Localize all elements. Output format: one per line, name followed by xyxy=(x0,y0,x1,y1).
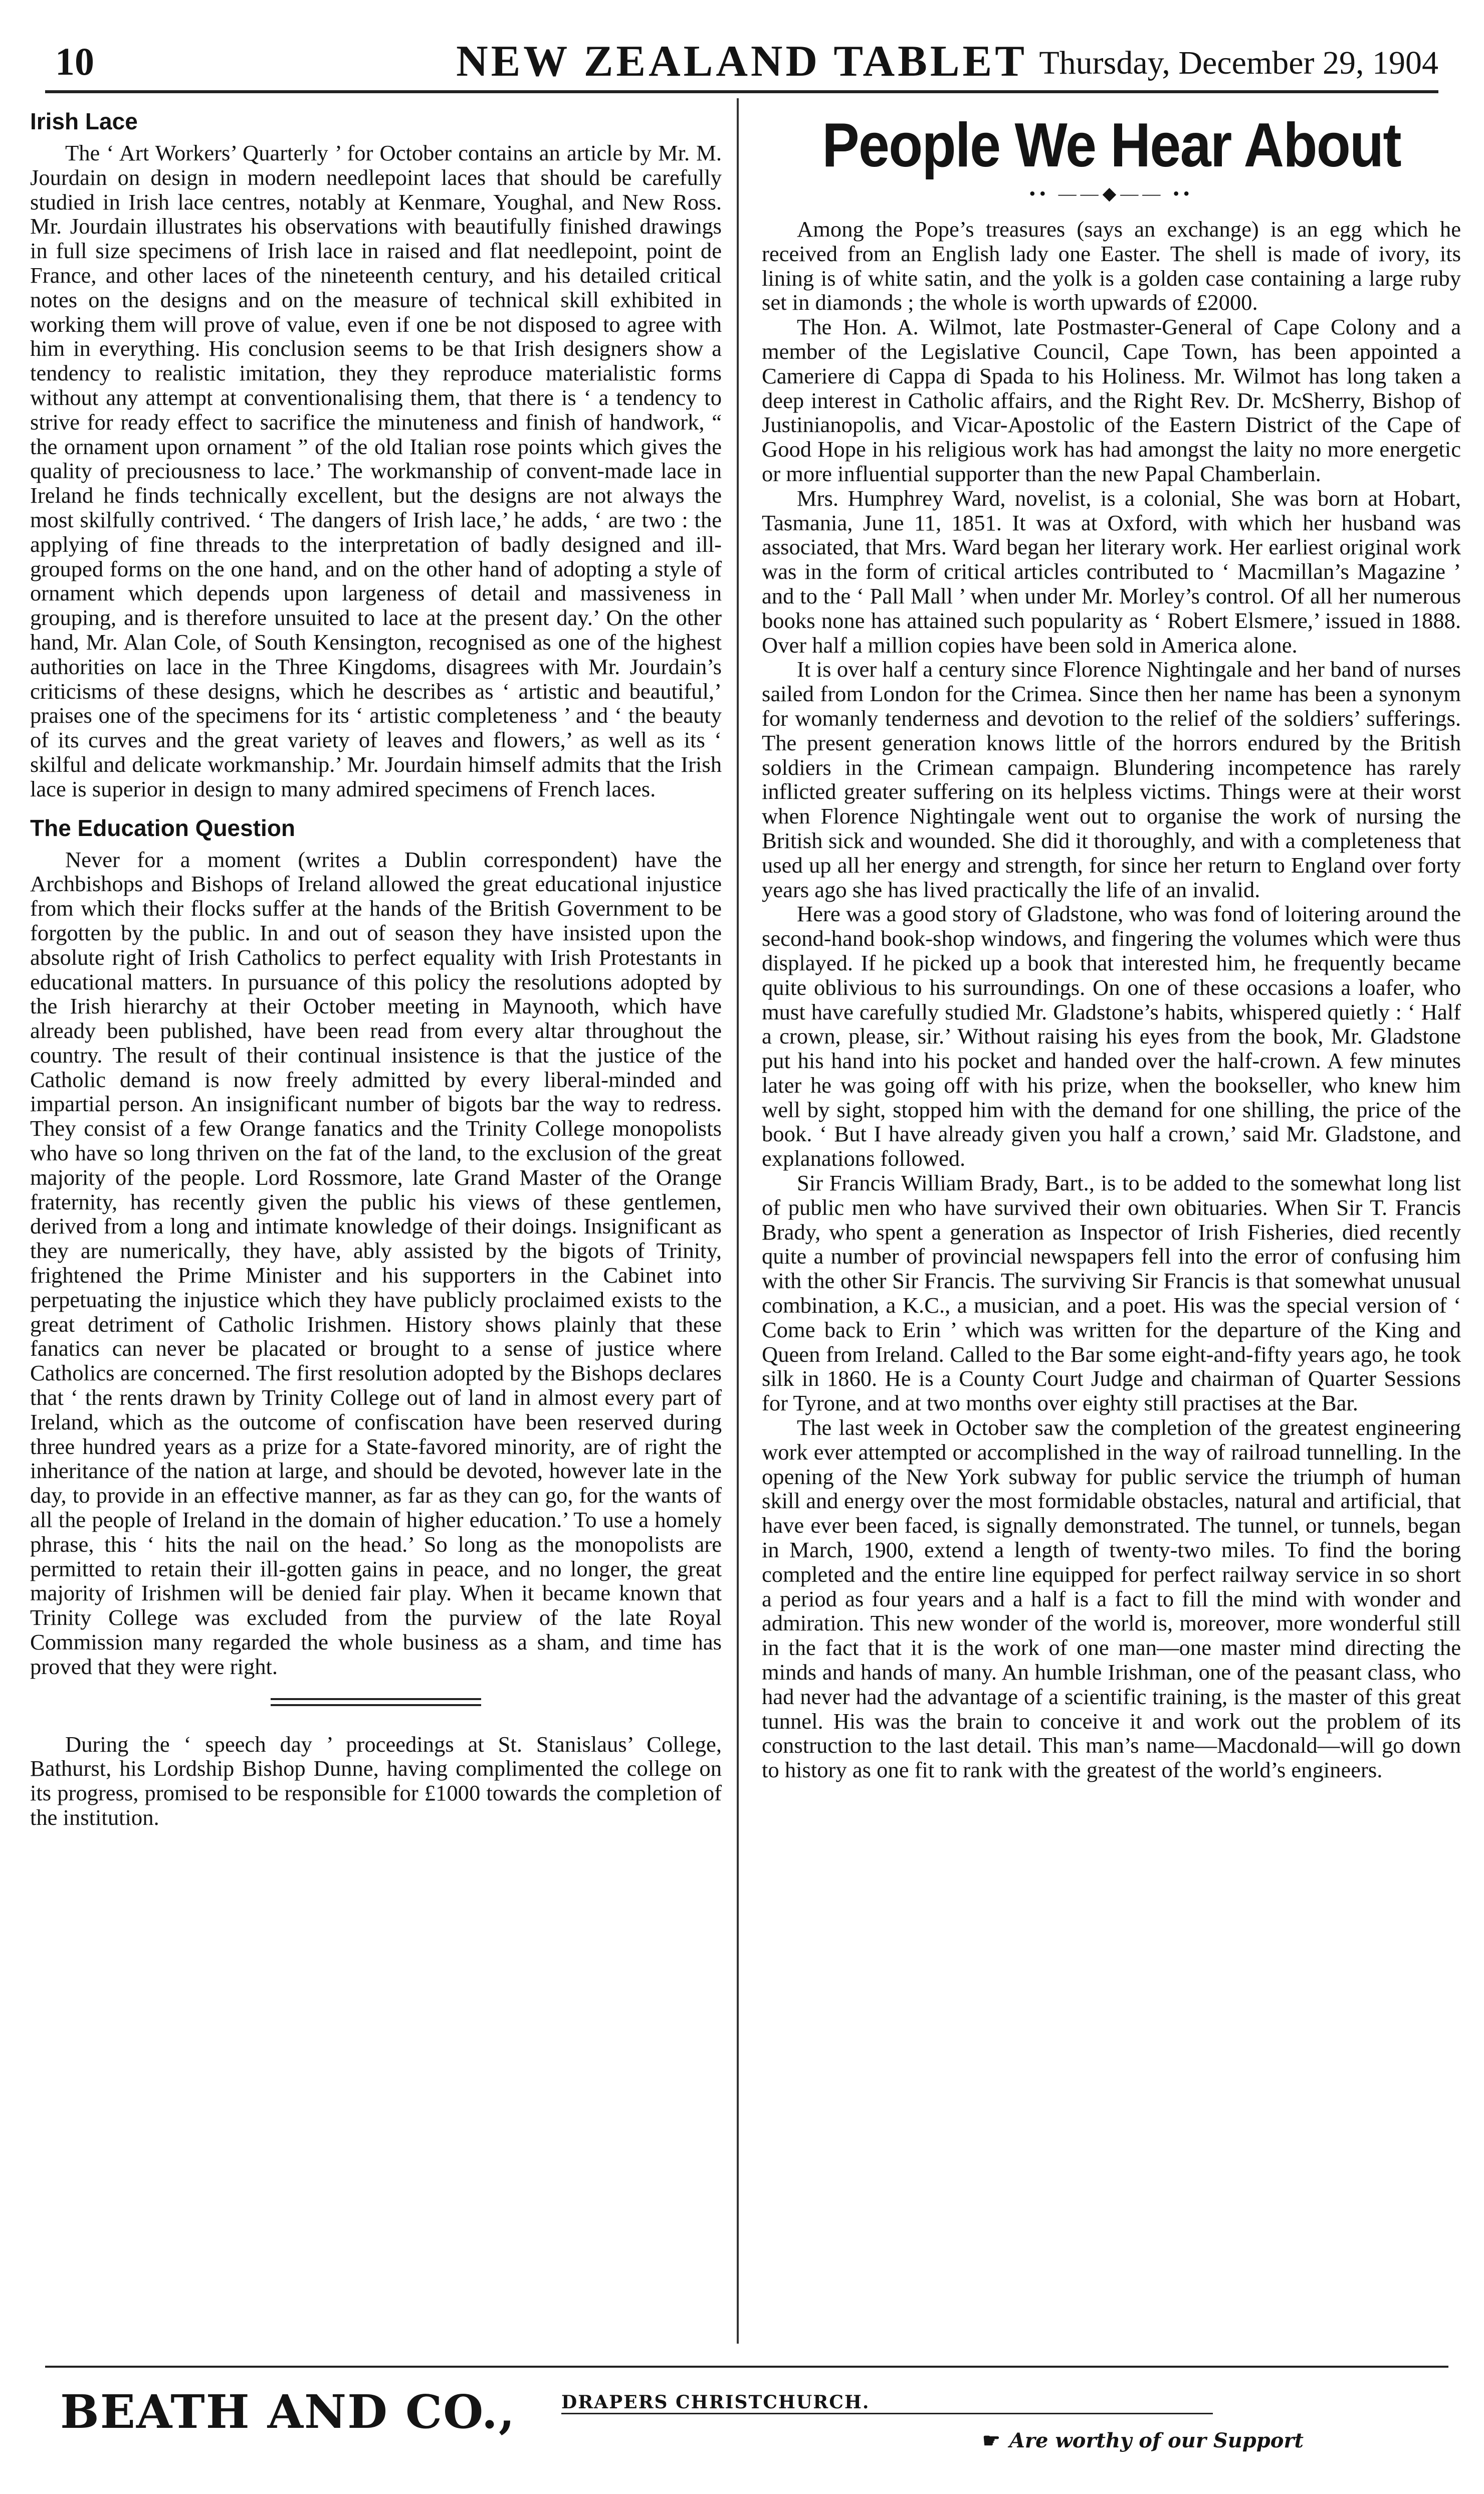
people-paragraph-gladstone: Here was a good story of Gladstone, who was fond of loitering around the second-hand book-shop windows, and fingering the volumes which were thus displayed. If he picked up a book that interested him, he frequently became quite oblivious to his surroundings. On one of these occasions a loafer, who must have carefully studied Mr. Gladstone’s habits, whispered quietly : ‘ Half a crown, please, sir.’ Without raising his eyes from the book, Mr. Gladstone put his hand into his pocket and handed over the half-crown. A few minutes later he was going off with his prize, when the bookseller, who knew him well by sight, stopped him with the demand for one shilling, the price of the book. ‘ But I have already given you half a crown,’ said Mr. Gladstone, and explanations followed. xyxy=(762,901,1461,1171)
irish-lace-heading: Irish Lace xyxy=(30,108,138,134)
advertiser-tagline xyxy=(982,2429,1304,2452)
right-column xyxy=(762,108,1461,1782)
advertiser-trade-line xyxy=(561,2392,1213,2414)
advertiser-name: BEATH AND CO., xyxy=(60,2385,516,2439)
people-paragraph-wilmot: The Hon. A. Wilmot, late Postmaster-General of Cape Colony and a member of the Legislative Council, Cape Town, has been appointed a Cameriere di Cappa di Spada to his Holiness. Mr. Wilmot has long taken a deep interest in Catholic affairs, and the Right Rev. Dr. McSherry, Bishop of Justinianopolis, and Vicar-Apostolic of the Eastern District of the Cape of Good Hope in his religious work has had amongst the laity no more energetic or more influential supporter than the new Papal Chamberlain. xyxy=(762,314,1461,486)
people-paragraph-subway: The last week in October saw the completion of the greatest engineering work ever attempted or accomplished in the way of railroad tunnelling. In the opening of the New York subway for public service the triumph of human skill and energy over the most formidable obstacles, natural and artificial, that have ever been faced, is signally demonstrated. The tunnel, or tunnels, began in March, 1900, extend a length of twenty-two miles. To find the boring completed and the entire line equipped for perfect railway service in so short a period as four years and a half is a fact to fill the mind with wonder and admiration. This new wonder of the world is, moreover, more wonderful still in the fact that it is the work of one man—one master mind directing the minds and hands of many. An humble Irishman, one of the peasant class, who had never had the advantage of a scientific training, is the master of this great tunnel. His was the brain to conceive it and work out the problem of its construction to the last detail. This man’s name—Macdonald—will go down to history as one fit to rank with the greatest of the world’s engineers. xyxy=(762,1415,1461,1783)
advertiser-trade-text: DRAPERS CHRISTCHURCH. xyxy=(561,2392,1213,2414)
people-paragraph-pope-egg: Among the Pope’s treasures (says an exchange) is an egg which he received from an English lady one Easter. The shell is made of ivory, its lining is of white satin, and the yolk is a golden case containing a large ruby set in diamonds ; the whole is worth upwards of £2000. xyxy=(762,217,1461,315)
speech-day-paragraph: During the ‘ speech day ’ proceedings at St. Stanislaus’ College, Bathurst, his Lordship Bishop Dunne, having complimented the college on its progress, promised to be responsible for £1000 towards the completion of the institution. xyxy=(30,1731,722,1830)
column-divider xyxy=(737,98,739,2344)
section-divider xyxy=(271,1698,481,1706)
newspaper-title: NEW ZEALAND TABLET xyxy=(456,37,1027,86)
tagline-text: Are worthy of our Support xyxy=(1009,2429,1304,2452)
masthead xyxy=(45,30,1438,93)
left-column xyxy=(30,108,722,1830)
people-paragraph-nightingale: It is over half a century since Florence Nightingale and her band of nurses sailed from London for the Crimea. Since then her name has been a synonym for womanly tenderness and devotion to the relief of the soldiers’ sufferings. The present generation knows little of the horrors endured by the British soldiers in the Crimean campaign. Blundering incompetence has rarely inflicted greater suffering on its helpless victims. Things were at their worst when Florence Nightingale went out to organise the work of nursing the British sick and wounded. She did it thoroughly, and with a completeness that used up all her energy and strength, for since her return to England over forty years ago she has lived practically the life of an invalid. xyxy=(762,657,1461,902)
issue-date: Thursday, December 29, 1904 xyxy=(1039,45,1438,81)
people-heading: People We Hear About xyxy=(822,111,1401,180)
ornament-divider: •• ——◆—— •• xyxy=(1029,183,1194,203)
people-paragraph-humphrey-ward: Mrs. Humphrey Ward, novelist, is a colonial, She was born at Hobart, Tasmania, June 11, 1851. It was at Oxford, with which her husband was associated, that Mrs. Ward began her literary work. Her earliest original work was in the form of critical articles contributed to ‘ Macmillan’s Magazine ’ and to the ‘ Pall Mall ’ when under Mr. Morley’s control. Of all her numerous books none has attained such popularity as ‘ Robert Elsmere,’ issued in 1888. Over half a million copies have been sold in America alone. xyxy=(762,485,1461,658)
footer-advertisement xyxy=(45,2366,1448,2468)
irish-lace-paragraph: The ‘ Art Workers’ Quarterly ’ for October contains an article by Mr. M. Jourdain on design in modern needlepoint laces that should be carefully studied in Irish lace centres, notably at Kenmare, Youghal, and New Ross. Mr. Jourdain illustrates his observations with beautifully finished drawings in full size specimens of Irish lace in raised and flat needlepoint, point de France, and other laces of the nineteenth century, and his detailed critical notes on the designs and on the measure of technical skill exhibited in working them will prove of value, even if one be not disposed to agree with him in everything. His conclusion seems to be that Irish designers show a tendency to realistic imitation, they they reproduce materialistic forms without any attempt at conventionalising them, that there is ‘ a tendency to strive for ready effect to sacrifice the minuteness and finish of handwork, “ the ornament upon ornament ” of the old Italian rose points which gives the quality of preciousness to lace.’ The workmanship of convent-made lace in Ireland he finds technically excellent, but the designs are not always the most skilfully contrived. ‘ The dangers of Irish lace,’ he adds, ‘ are two : the applying of fine threads to the interpretation of badly designed and ill-grouped forms on the one hand, and on the other hand of adopting a style of ornament which depends upon largeness of detail and massiveness in grouping, and is therefore unsuited to lace at the present day.’ On the other hand, Mr. Alan Cole, of South Kensington, recognised as one of the highest authorities on lace in the Three Kingdoms, disagrees with Mr. Jourdain’s criticisms of these designs, which he describes as ‘ artistic and beautiful,’ praises one of the specimens for its ‘ artistic completeness ’ and ‘ the beauty of its curves and the great variety of leaves and flowers,’ as well as its ‘ skilful and delicate workmanship.’ Mr. Jourdain himself admits that the Irish lace is superior in design to many admired specimens of French laces. xyxy=(30,140,722,801)
page-number: 10 xyxy=(55,40,94,83)
pointing-hand-icon: ☛ xyxy=(982,2429,1000,2452)
education-heading: The Education Question xyxy=(30,814,296,841)
people-paragraph-brady: Sir Francis William Brady, Bart., is to be added to the somewhat long list of public men who have survived their own obituaries. When Sir T. Francis Brady, who spent a generation as Inspector of Irish Fisheries, died recently quite a number of provincial newspapers fell into the error of confusing him with the other Sir Francis. The surviving Sir Francis is that somewhat unusual combination, a K.C., a musician, and a poet. His was the special version of ‘ Come back to Erin ’ which was written for the departure of the King and Queen from Ireland. Called to the Bar some eight-and-fifty years ago, he took silk in 1860. He is a County Court Judge and chairman of Quarter Sessions for Tyrone, and at two months over eighty still practises at the Bar. xyxy=(762,1170,1461,1416)
education-paragraph: Never for a moment (writes a Dublin correspondent) have the Archbishops and Bishops of Ireland allowed the great educational injustice from which their flocks suffer at the hands of the British Government to be forgotten by the public. In and out of season they have insisted upon the absolute right of Irish Catholics to perfect equality with Irish Protestants in educational matters. In pursuance of this policy the resolutions adopted by the Irish hierarchy at their October meeting in Maynooth, which have already been published, have been read from every altar throughout the country. The result of their continual insistence is that the justice of the Catholic demand is now freely admitted by every liberal-minded and impartial person. An insignificant number of bigots bar the way to redress. They consist of a few Orange fanatics and the Trinity College monopolists who have so long thriven on the fat of the land, to the exclusion of the great majority of the people. Lord Rossmore, late Grand Master of the Orange fraternity, has recently given the public his views of these gentlemen, derived from a long and intimate knowledge of their doings. Insignificant as they are numerically, they have, ably assisted by the bigots of Trinity, frightened the Prime Minister and his supporters in the Cabinet into perpetuating the injustice which they have publicly proclaimed exists to the great detriment of Catholic Irishmen. History shows plainly that these fanatics can never be placated or brought to a sense of justice where Catholics are concerned. The first resolution adopted by the Bishops declares that ‘ the rents drawn by Trinity College out of land in almost every part of Ireland, which as the outcome of confiscation have been reserved during three hundred years as a prize for a State-favored minority, are of right the inheritance of the nation at large, and should be devoted, however late in the day, to provide in an effective manner, as far as they can go, for the wants of all the people of Ireland in the domain of higher education.’ To use a homely phrase, this ‘ hits the nail on the head.’ So long as the monopolists are permitted to retain their ill-gotten gains in peace, and no longer, the great majority of Irishmen will be denied fair play. When it became known that Trinity College was excluded from the purview of the late Royal Commission many regarded the whole business as a sham, and time has proved that they were right. xyxy=(30,847,722,1679)
